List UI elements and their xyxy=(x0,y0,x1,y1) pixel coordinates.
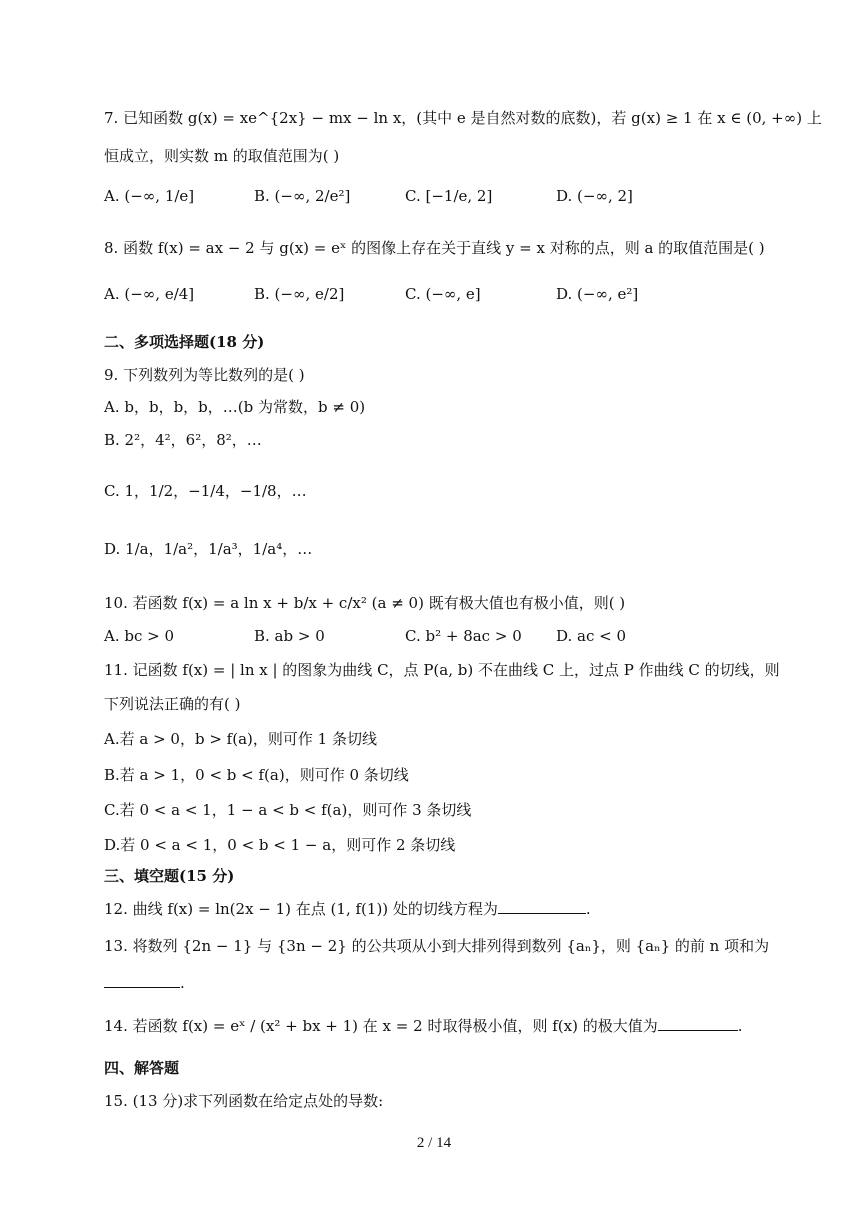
q7-option-d[interactable]: D. (−∞, 2] xyxy=(556,187,633,205)
q11-option-c[interactable]: C.若 0 < a < 1，1 − a < b < f(a)，则可作 3 条切线 xyxy=(104,801,472,819)
q8-option-b[interactable]: B. (−∞, e/2] xyxy=(254,285,345,303)
question-13-line2: . xyxy=(104,972,185,994)
answer-blank-12[interactable] xyxy=(498,899,586,914)
q8-option-d[interactable]: D. (−∞, e²] xyxy=(556,285,639,303)
q9-option-c[interactable]: C. 1，1/2，−1/4，−1/8，… xyxy=(104,482,307,500)
q9-option-d[interactable]: D. 1/a，1/a²，1/a³，1/a⁴，… xyxy=(104,540,313,558)
q10-option-a[interactable]: A. bc > 0 xyxy=(104,627,175,645)
q8-option-c[interactable]: C. (−∞, e] xyxy=(405,285,481,303)
question-14-line1: 14. 若函数 f(x) = eˣ / (x² + bx + 1) 在 x = 2 时取得极小值，则 f(x) 的极大值为 . xyxy=(104,1017,743,1035)
q7-option-a[interactable]: A. (−∞, 1/e] xyxy=(104,187,195,205)
question-8-line1: 8. 函数 f(x) = ax − 2 与 g(x) = eˣ 的图像上存在关于直线 y = x 对称的点，则 a 的取值范围是( ) xyxy=(104,239,765,257)
question-15-line1: 15. (13 分)求下列函数在给定点处的导数: xyxy=(104,1092,384,1110)
q8-option-a[interactable]: A. (−∞, e/4] xyxy=(104,285,195,303)
q9-option-a[interactable]: A. b，b，b，b，…(b 为常数，b ≠ 0) xyxy=(104,398,366,416)
q7-option-b[interactable]: B. (−∞, 2/e²] xyxy=(254,187,351,205)
question-11-line2: 下列说法正确的有( ) xyxy=(104,695,241,713)
section-heading-multiple-choice: 二、多项选择题(18 分) xyxy=(104,333,265,351)
q11-option-a[interactable]: A.若 a > 0，b > f(a)，则可作 1 条切线 xyxy=(104,730,377,748)
question-10-line1: 10. 若函数 f(x) = a ln x + b/x + c/x² (a ≠ 0) 既有极大值也有极小值，则( ) xyxy=(104,594,626,612)
question-7-line2: 恒成立，则实数 m 的取值范围为( ) xyxy=(104,147,340,165)
q11-option-d[interactable]: D.若 0 < a < 1，0 < b < 1 − a，则可作 2 条切线 xyxy=(104,836,456,854)
answer-blank-14[interactable] xyxy=(658,1016,738,1031)
q10-option-d[interactable]: D. ac < 0 xyxy=(556,627,627,645)
question-13-line1: 13. 将数列 {2n − 1} 与 {3n − 2} 的公共项从小到大排列得到数列 {aₙ}，则 {aₙ} 的前 n 项和为 xyxy=(104,937,770,955)
question-12-text: 12. 曲线 f(x) = ln(2x − 1) 在点 (1, f(1)) 处的切线方程为 xyxy=(104,900,498,918)
question-11-line1: 11. 记函数 f(x) = | ln x | 的图象为曲线 C，点 P(a, b) 不在曲线 C 上，过点 P 作曲线 C 的切线，则 xyxy=(104,661,780,679)
question-7-line1: 7. 已知函数 g(x) = xe^{2x} − mx − ln x，(其中 e 是自然对数的底数)，若 g(x) ≥ 1 在 x ∈ (0, +∞) 上 xyxy=(104,109,822,127)
section-heading-fill-in: 三、填空题(15 分) xyxy=(104,867,235,885)
q10-option-c[interactable]: C. b² + 8ac > 0 xyxy=(405,627,522,645)
q11-option-b[interactable]: B.若 a > 1，0 < b < f(a)，则可作 0 条切线 xyxy=(104,766,409,784)
q7-option-c[interactable]: C. [−1/e, 2] xyxy=(405,187,493,205)
question-12-line1: 12. 曲线 f(x) = ln(2x − 1) 在点 (1, f(1)) 处的切线方程为 . xyxy=(104,900,591,918)
question-14-text: 14. 若函数 f(x) = eˣ / (x² + bx + 1) 在 x = 2 时取得极小值，则 f(x) 的极大值为 xyxy=(104,1017,658,1035)
q9-option-b[interactable]: B. 2²，4²，6²，8²，… xyxy=(104,431,262,449)
question-9-line1: 9. 下列数列为等比数列的是( ) xyxy=(104,366,305,384)
answer-blank-13[interactable] xyxy=(104,973,180,988)
q10-option-b[interactable]: B. ab > 0 xyxy=(254,627,325,645)
page-number: 2 / 14 xyxy=(416,1135,452,1151)
section-heading-solutions: 四、解答题 xyxy=(104,1059,180,1077)
